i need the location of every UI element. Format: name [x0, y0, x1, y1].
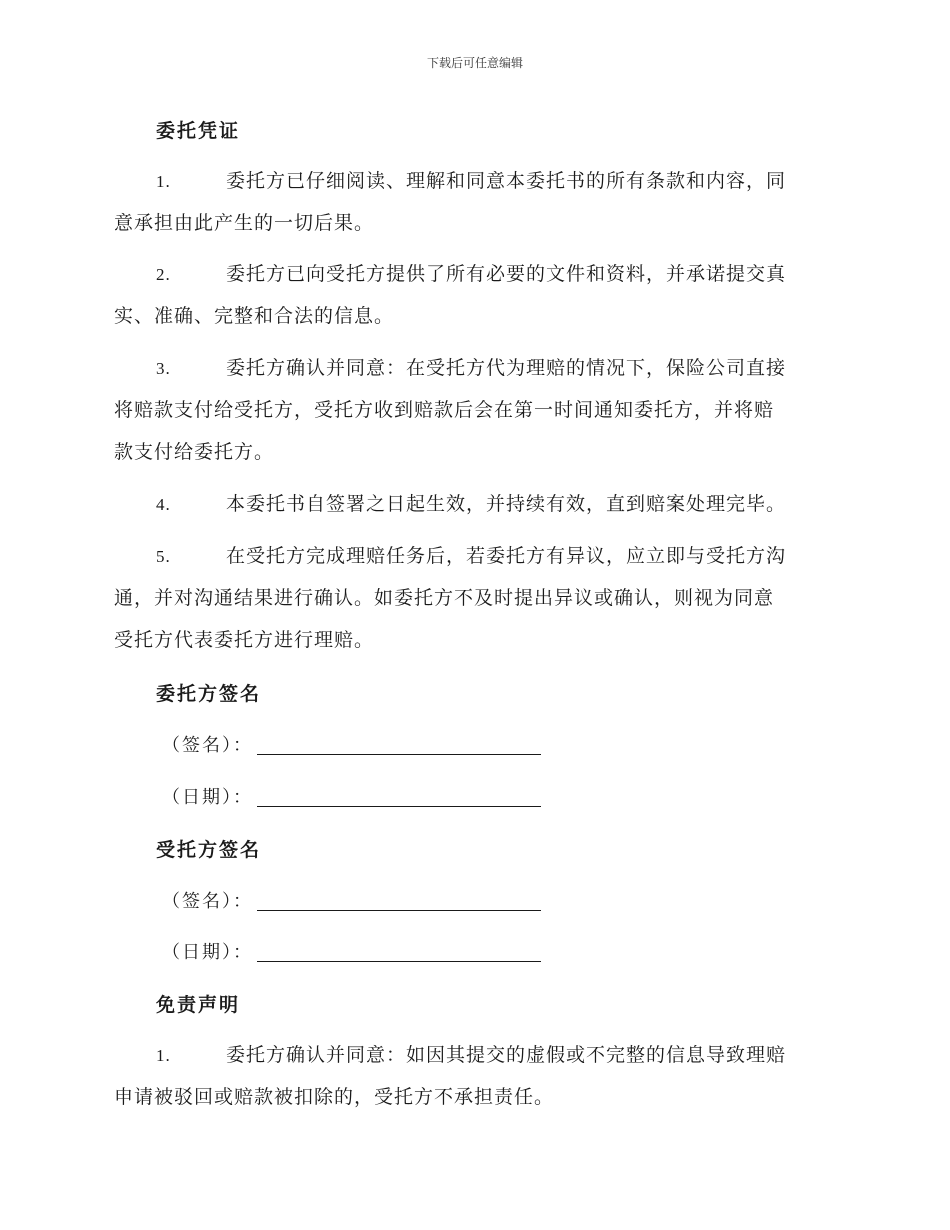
date-blank-line[interactable]: [257, 786, 541, 807]
item-text: 款支付给委托方。: [114, 441, 275, 463]
item-number: 5.: [156, 547, 171, 566]
item-number: 2.: [156, 265, 171, 284]
item-text: 将赔款支付给受托方，受托方收到赔款后会在第一时间通知委托方，并将赔: [114, 399, 775, 421]
item-text: 在受托方完成理赔任务后，若委托方有异议，应立即与受托方沟: [226, 545, 787, 567]
page-header: 下载后可任意编辑: [426, 56, 523, 70]
date-label: （日期）：: [162, 942, 253, 963]
section-title-entrust: 委托凭证: [156, 120, 241, 142]
section-title-agent-signature: 受托方签名: [156, 839, 262, 861]
agent-date-field[interactable]: [162, 938, 541, 964]
date-label: （日期）：: [162, 787, 253, 808]
signature-blank-line[interactable]: [257, 890, 541, 911]
item-text: 本委托书自签署之日起生效，并持续有效，直到赔案处理完毕。: [226, 493, 787, 515]
principal-date-field[interactable]: [162, 783, 541, 809]
list-item: [114, 261, 834, 345]
section-title-principal-signature: 委托方签名: [156, 683, 262, 705]
section-title-disclaimer: 免责声明: [156, 994, 241, 1016]
item-number: 3.: [156, 359, 171, 378]
item-text: 委托方已向受托方提供了所有必要的文件和资料，并承诺提交真: [226, 263, 787, 285]
signature-blank-line[interactable]: [257, 734, 541, 755]
list-item: [114, 355, 834, 481]
item-text: 通，并对沟通结果进行确认。如委托方不及时提出异议或确认，则视为同意: [114, 587, 775, 609]
item-text: 申请被驳回或赔款被扣除的，受托方不承担责任。: [114, 1086, 555, 1108]
list-item: [114, 168, 834, 252]
agent-signature-field[interactable]: [162, 887, 541, 913]
date-blank-line[interactable]: [257, 941, 541, 962]
item-text: 委托方已仔细阅读、理解和同意本委托书的所有条款和内容，同: [226, 170, 787, 192]
signature-label: （签名）：: [162, 891, 253, 912]
item-text: 实、准确、完整和合法的信息。: [114, 305, 395, 327]
list-item: [114, 1042, 834, 1126]
item-text: 意承担由此产生的一切后果。: [114, 212, 375, 234]
item-number: 4.: [156, 495, 171, 514]
item-text: 受托方代表委托方进行理赔。: [114, 629, 375, 651]
signature-label: （签名）：: [162, 735, 253, 756]
item-number: 1.: [156, 1046, 171, 1065]
item-text: 委托方确认并同意：在受托方代为理赔的情况下，保险公司直接: [226, 357, 787, 379]
principal-signature-field[interactable]: [162, 731, 541, 757]
list-item: [114, 491, 834, 533]
list-item: [114, 543, 834, 669]
item-text: 委托方确认并同意：如因其提交的虚假或不完整的信息导致理赔: [226, 1044, 787, 1066]
item-number: 1.: [156, 172, 171, 191]
